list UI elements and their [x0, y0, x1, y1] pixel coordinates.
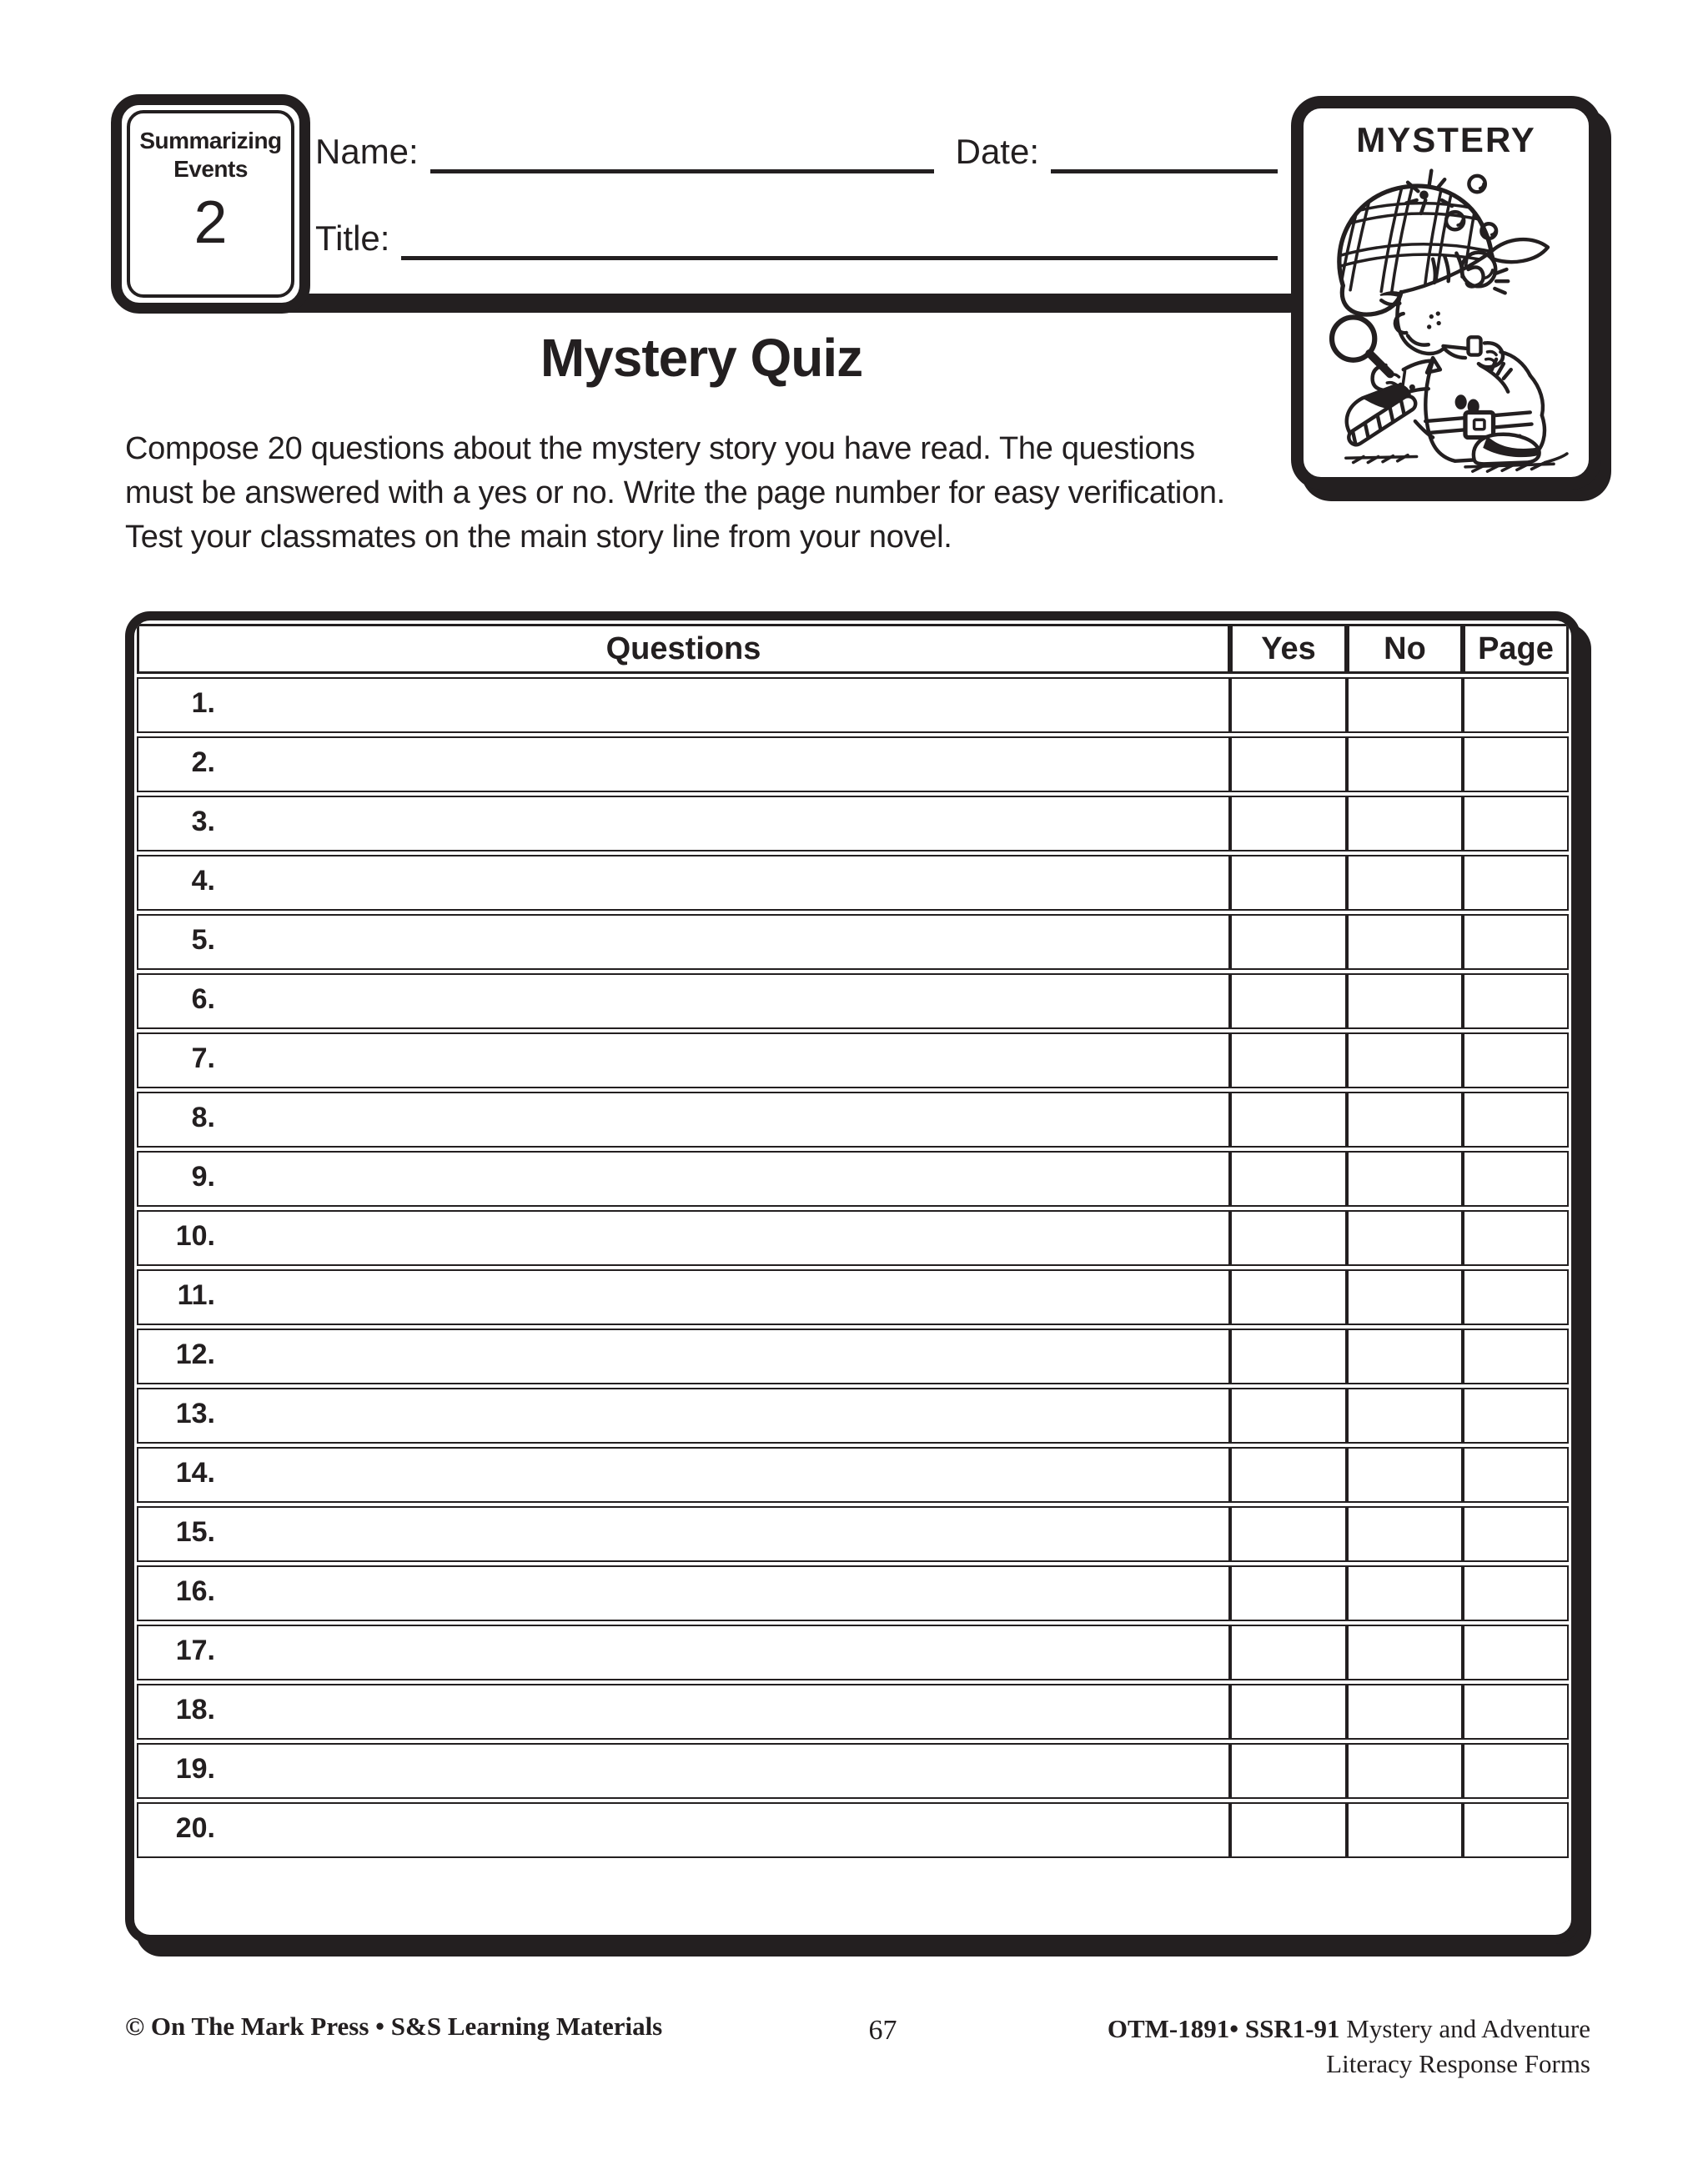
question-cell[interactable] — [137, 736, 1230, 792]
yes-cell[interactable] — [1230, 973, 1347, 1029]
yes-cell[interactable] — [1230, 1092, 1347, 1148]
deerstalker-hat-icon — [1329, 178, 1548, 314]
row-number: 13. — [175, 1398, 215, 1429]
no-cell[interactable] — [1347, 1092, 1463, 1148]
title-row — [315, 212, 1278, 260]
row-number: 6. — [191, 983, 215, 1015]
page-cell[interactable] — [1463, 1329, 1569, 1384]
question-cell[interactable] — [137, 1210, 1230, 1266]
quiz-row — [137, 1565, 1569, 1621]
yes-cell[interactable] — [1230, 914, 1347, 970]
no-cell[interactable] — [1347, 1506, 1463, 1562]
question-cell[interactable] — [137, 1388, 1230, 1444]
page-cell[interactable] — [1463, 1565, 1569, 1621]
quiz-row — [137, 1329, 1569, 1384]
row-number: 14. — [175, 1457, 215, 1489]
question-cell[interactable] — [137, 914, 1230, 970]
footer-edition-line2: Literacy Response Forms — [1326, 2049, 1590, 2078]
table-header-row — [137, 624, 1569, 674]
row-number: 11. — [177, 1279, 215, 1311]
page-cell[interactable] — [1463, 1388, 1569, 1444]
quiz-table — [137, 620, 1569, 1861]
quiz-row — [137, 1447, 1569, 1503]
magnifying-glass-icon — [1332, 317, 1433, 393]
date-label: Date: — [955, 132, 1039, 171]
page-cell[interactable] — [1463, 736, 1569, 792]
quiz-row — [137, 973, 1569, 1029]
yes-cell[interactable] — [1230, 1684, 1347, 1740]
quiz-row — [137, 1743, 1569, 1799]
quiz-row — [137, 1092, 1569, 1148]
row-number: 5. — [191, 924, 215, 956]
footer-edition-line1 — [1108, 2012, 1590, 2047]
yes-cell[interactable] — [1230, 677, 1347, 733]
quiz-row — [137, 796, 1569, 851]
row-number: 15. — [175, 1516, 215, 1548]
yes-cell[interactable] — [1230, 1565, 1347, 1621]
quiz-row — [137, 914, 1569, 970]
page-cell[interactable] — [1463, 1625, 1569, 1680]
quiz-table-frame — [125, 611, 1580, 1944]
page-cell[interactable] — [1463, 1506, 1569, 1562]
instructions-line: Compose 20 questions about the mystery story you have read. The questions — [125, 431, 1195, 466]
row-number: 18. — [175, 1694, 215, 1725]
page-cell[interactable] — [1463, 1743, 1569, 1799]
footer-page-number: 67 — [868, 2015, 897, 2046]
no-cell[interactable] — [1347, 1388, 1463, 1444]
yes-cell[interactable] — [1230, 736, 1347, 792]
yes-cell[interactable] — [1230, 1329, 1347, 1384]
no-cell[interactable] — [1347, 1269, 1463, 1325]
instructions-line: must be answered with a yes or no. Write the page number for easy verification. — [125, 475, 1225, 510]
row-number: 17. — [175, 1635, 215, 1666]
row-number: 2. — [191, 746, 215, 778]
yes-cell[interactable] — [1230, 1388, 1347, 1444]
no-cell[interactable] — [1347, 677, 1463, 733]
page-cell[interactable] — [1463, 973, 1569, 1029]
name-input-line[interactable] — [430, 135, 934, 173]
question-cell[interactable] — [137, 1151, 1230, 1207]
header-page: Page — [1463, 624, 1569, 674]
question-cell[interactable] — [137, 677, 1230, 733]
name-label: Name: — [315, 132, 419, 171]
quiz-row — [137, 1032, 1569, 1088]
no-cell[interactable] — [1347, 855, 1463, 911]
yes-cell[interactable] — [1230, 1625, 1347, 1680]
no-cell[interactable] — [1347, 1743, 1463, 1799]
header-yes: Yes — [1230, 624, 1347, 674]
no-cell[interactable] — [1347, 1032, 1463, 1088]
no-cell[interactable] — [1347, 973, 1463, 1029]
row-number: 8. — [191, 1102, 215, 1133]
yes-cell[interactable] — [1230, 1269, 1347, 1325]
footer-publisher: © On The Mark Press • S&S Learning Materials — [125, 2012, 663, 2041]
question-cell[interactable] — [137, 1802, 1230, 1858]
unit-badge — [111, 94, 310, 314]
no-cell[interactable] — [1347, 736, 1463, 792]
face — [1379, 254, 1508, 354]
quiz-row — [137, 855, 1569, 911]
row-number: 4. — [191, 865, 215, 897]
page-cell[interactable] — [1463, 796, 1569, 851]
unit-badge-line1: Summarizing — [139, 128, 282, 153]
quiz-row — [137, 736, 1569, 792]
question-cell[interactable] — [137, 1092, 1230, 1148]
yes-cell[interactable] — [1230, 1210, 1347, 1266]
header-questions: Questions — [137, 624, 1230, 674]
yes-cell[interactable] — [1230, 1032, 1347, 1088]
row-number: 3. — [191, 806, 215, 837]
instructions-line: Test your classmates on the main story line from your novel. — [125, 520, 952, 555]
row-number: 19. — [175, 1753, 215, 1785]
no-cell[interactable] — [1347, 914, 1463, 970]
no-cell[interactable] — [1347, 1802, 1463, 1858]
no-cell[interactable] — [1347, 1210, 1463, 1266]
date-input-line[interactable] — [1051, 135, 1278, 173]
quiz-row — [137, 1506, 1569, 1562]
yes-cell[interactable] — [1230, 1506, 1347, 1562]
page-cell[interactable] — [1463, 1269, 1569, 1325]
yes-cell[interactable] — [1230, 1447, 1347, 1503]
no-cell[interactable] — [1347, 1151, 1463, 1207]
yes-cell[interactable] — [1230, 1802, 1347, 1858]
quiz-row — [137, 1388, 1569, 1444]
yes-cell[interactable] — [1230, 796, 1347, 851]
name-date-row — [315, 125, 1278, 173]
quiz-row — [137, 1151, 1569, 1207]
page-cell[interactable] — [1463, 1447, 1569, 1503]
no-cell[interactable] — [1347, 1447, 1463, 1503]
quiz-row — [137, 1625, 1569, 1680]
page-cell[interactable] — [1463, 1032, 1569, 1088]
page-cell[interactable] — [1463, 914, 1569, 970]
footer-edition — [1108, 2012, 1590, 2082]
question-cell[interactable] — [137, 1269, 1230, 1325]
yes-cell[interactable] — [1230, 1151, 1347, 1207]
unit-badge-line2: Events — [173, 156, 248, 182]
mystery-badge-title: MYSTERY — [1356, 120, 1536, 159]
unit-badge-inner — [127, 110, 294, 298]
page-cell[interactable] — [1463, 1684, 1569, 1740]
page-title: Mystery Quiz — [540, 328, 863, 388]
question-cell[interactable] — [137, 1565, 1230, 1621]
row-number: 10. — [175, 1220, 215, 1252]
row-number: 1. — [191, 687, 215, 719]
question-cell[interactable] — [137, 1625, 1230, 1680]
no-cell[interactable] — [1347, 1625, 1463, 1680]
footer-product-code: OTM-1891• SSR1-91 — [1107, 2014, 1340, 2043]
no-cell[interactable] — [1347, 1329, 1463, 1384]
mystery-category-badge — [1291, 96, 1601, 490]
row-number: 20. — [175, 1812, 215, 1844]
header-no: No — [1347, 624, 1463, 674]
quiz-row — [137, 1269, 1569, 1325]
student-fields — [315, 125, 1278, 260]
page-cell[interactable] — [1463, 677, 1569, 733]
page-cell[interactable] — [1463, 1802, 1569, 1858]
pipe — [1443, 337, 1530, 391]
no-cell[interactable] — [1347, 1565, 1463, 1621]
instructions — [125, 427, 1293, 560]
page-cell[interactable] — [1463, 1210, 1569, 1266]
question-cell[interactable] — [137, 796, 1230, 851]
quiz-row — [137, 677, 1569, 733]
question-cell[interactable] — [137, 973, 1230, 1029]
question-cell[interactable] — [137, 855, 1230, 911]
row-number: 16. — [175, 1575, 215, 1607]
question-cell[interactable] — [137, 1743, 1230, 1799]
title-label: Title: — [315, 219, 390, 258]
page-cell[interactable] — [1463, 1092, 1569, 1148]
yes-cell[interactable] — [1230, 1743, 1347, 1799]
yes-cell[interactable] — [1230, 855, 1347, 911]
quiz-row — [137, 1210, 1569, 1266]
detective-figure — [1309, 162, 1584, 479]
question-cell[interactable] — [137, 1032, 1230, 1088]
row-number: 7. — [191, 1042, 215, 1074]
no-cell[interactable] — [1347, 1684, 1463, 1740]
question-cell[interactable] — [137, 1506, 1230, 1562]
quiz-row — [137, 1684, 1569, 1740]
page-cell[interactable] — [1463, 1151, 1569, 1207]
question-cell[interactable] — [137, 1329, 1230, 1384]
unit-number: 2 — [193, 189, 228, 256]
footer-series-title: Mystery and Adventure — [1339, 2014, 1590, 2043]
question-cell[interactable] — [137, 1684, 1230, 1740]
row-number: 9. — [191, 1161, 215, 1193]
book-title-input-line[interactable] — [401, 222, 1278, 260]
no-cell[interactable] — [1347, 796, 1463, 851]
page-cell[interactable] — [1463, 855, 1569, 911]
quiz-row — [137, 1802, 1569, 1858]
row-number: 12. — [175, 1339, 215, 1370]
question-cell[interactable] — [137, 1447, 1230, 1503]
